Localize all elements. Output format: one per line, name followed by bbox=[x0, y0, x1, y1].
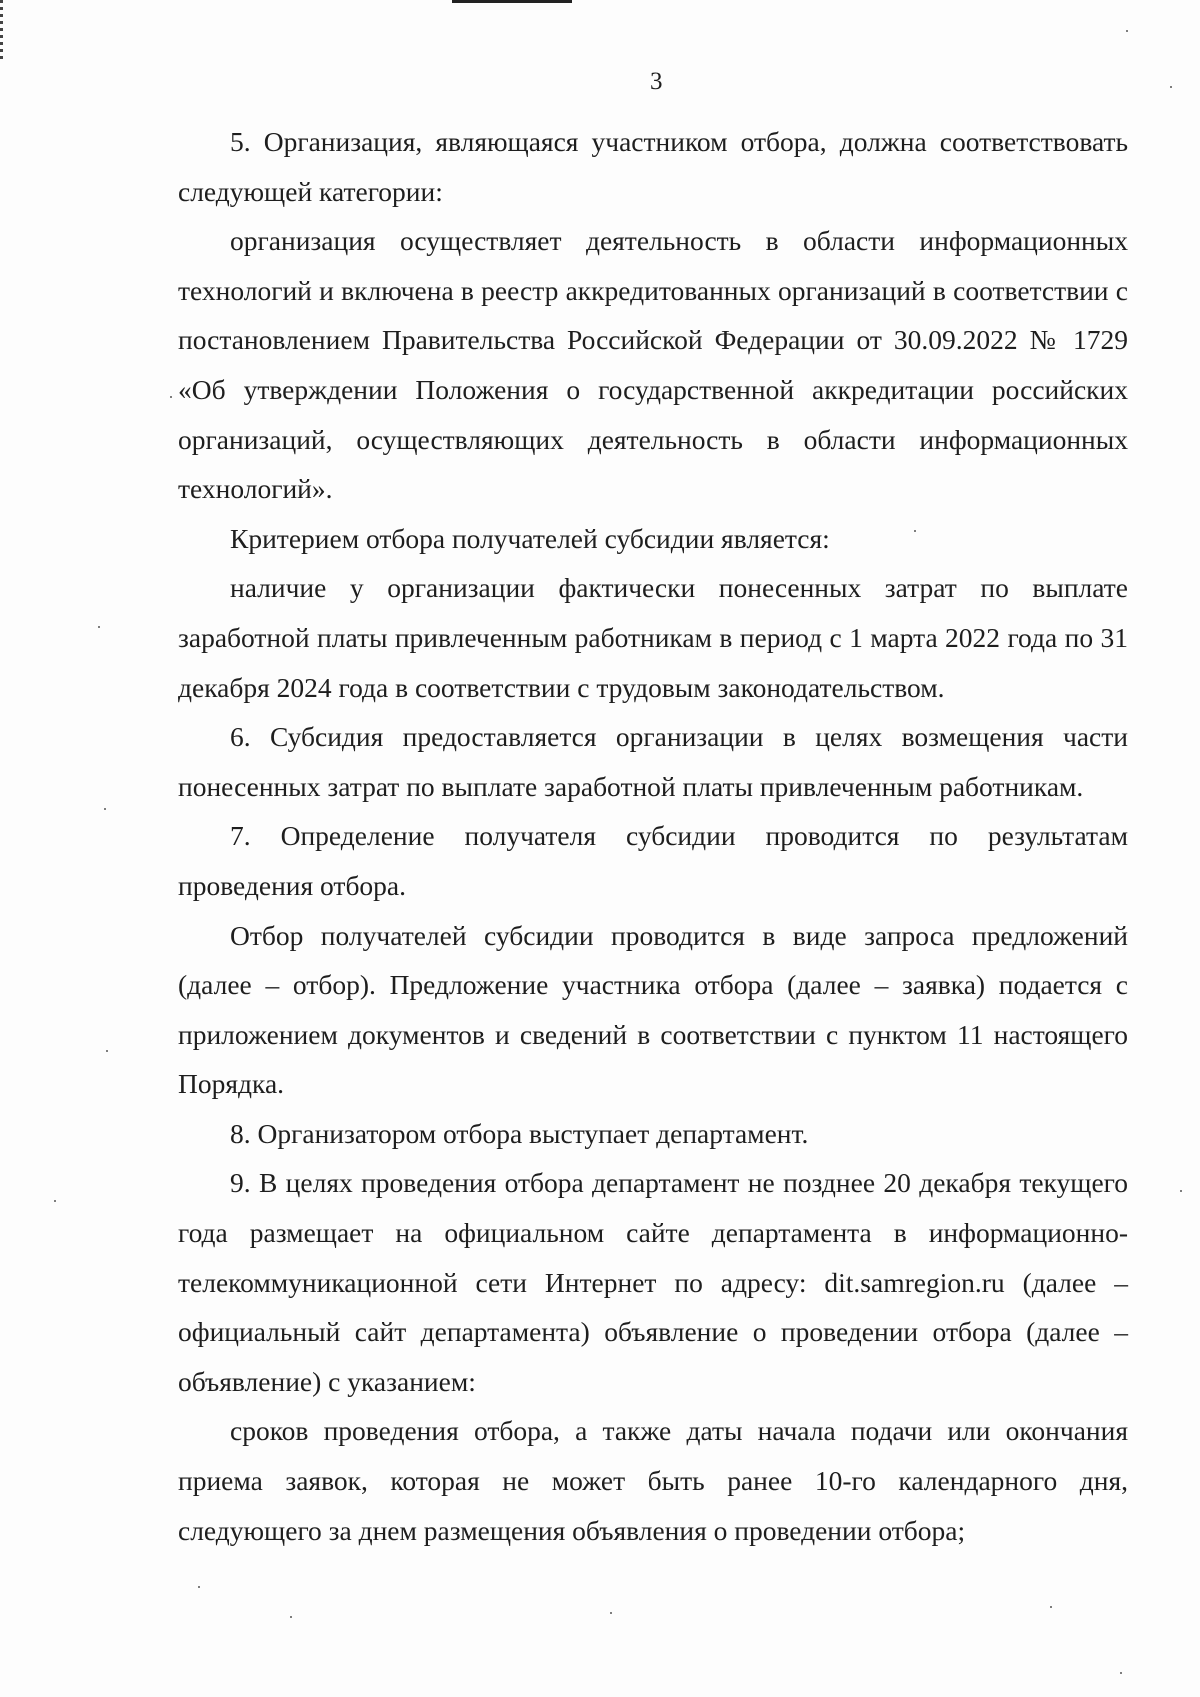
scan-speck bbox=[1126, 30, 1128, 32]
paragraph-6: 6. Субсидия предоставляется организации в целях возмещения части понесенных затрат по выплате заработной платы привлеченным работникам. bbox=[178, 721, 1128, 802]
paragraph-criterion: наличие у организации фактически понесенных затрат по выплате заработной платы привлеченным работникам в период с 1 марта 2022 года по 31 декабря 2024 года в соответствии с трудовым законодательством. bbox=[178, 572, 1128, 703]
scan-speck bbox=[198, 1586, 200, 1588]
scan-speck bbox=[98, 626, 100, 628]
scan-speck bbox=[106, 1050, 108, 1052]
paragraph-5: 5. Организация, являющаяся участником отбора, должна соответствовать следующей категории: bbox=[178, 126, 1128, 207]
paragraph-7: 7. Определение получателя субсидии проводится по результатам проведения отбора. bbox=[178, 820, 1128, 901]
paragraph-selection: Отбор получателей субсидии проводится в виде запроса предложений (далее – отбор). Предложение участника отбора (далее – заявка) подается с приложением документов и сведений в соответствии с пунктом 11 настоящего Порядка. bbox=[178, 919, 1128, 1100]
scan-speck bbox=[54, 1200, 56, 1202]
scan-speck bbox=[1120, 1672, 1122, 1674]
scan-speck bbox=[104, 808, 106, 810]
document-body bbox=[178, 117, 1128, 1555]
paragraph-9-terms: сроков проведения отбора, а также даты начала подачи или окончания приема заявок, которая не может быть ранее 10-го календарного дня, следующего за днем размещения объявления о проведении отбора; bbox=[178, 1415, 1128, 1546]
scan-speck bbox=[914, 530, 916, 532]
paragraph-8: 8. Организатором отбора выступает департамент. bbox=[230, 1117, 809, 1149]
scan-speck bbox=[1180, 1190, 1182, 1192]
page-number: 3 bbox=[650, 68, 663, 95]
top-rule bbox=[452, 0, 572, 3]
scan-speck bbox=[1050, 1606, 1052, 1608]
paragraph-5-category: организация осуществляет деятельность в области информационных технологий и включена в реестр аккредитованных организаций в соответствии с постановлением Правительства Российской Федерации от 30.09.2022 № 1729 «Об утверждении Положения о государственной аккредитации российских организаций, осуществляющих деятельность в области информационных технологий». bbox=[178, 225, 1128, 505]
scan-speck bbox=[170, 396, 172, 398]
paragraph-9: 9. В целях проведения отбора департамент не позднее 20 декабря текущего года размещает на официальном сайте департамента в информационно-телекоммуникационной сети Интернет по адресу: dit.samregion.ru (далее – официальный сайт департамента) объявление о проведении отбора (далее – объявление) с указанием: bbox=[178, 1167, 1128, 1397]
scan-speck bbox=[1170, 86, 1172, 88]
scan-speck bbox=[610, 1612, 612, 1614]
paragraph-criterion-heading: Критерием отбора получателей субсидии является: bbox=[230, 522, 830, 554]
scan-speck bbox=[290, 1616, 292, 1618]
scan-edge-mark bbox=[0, 0, 3, 60]
